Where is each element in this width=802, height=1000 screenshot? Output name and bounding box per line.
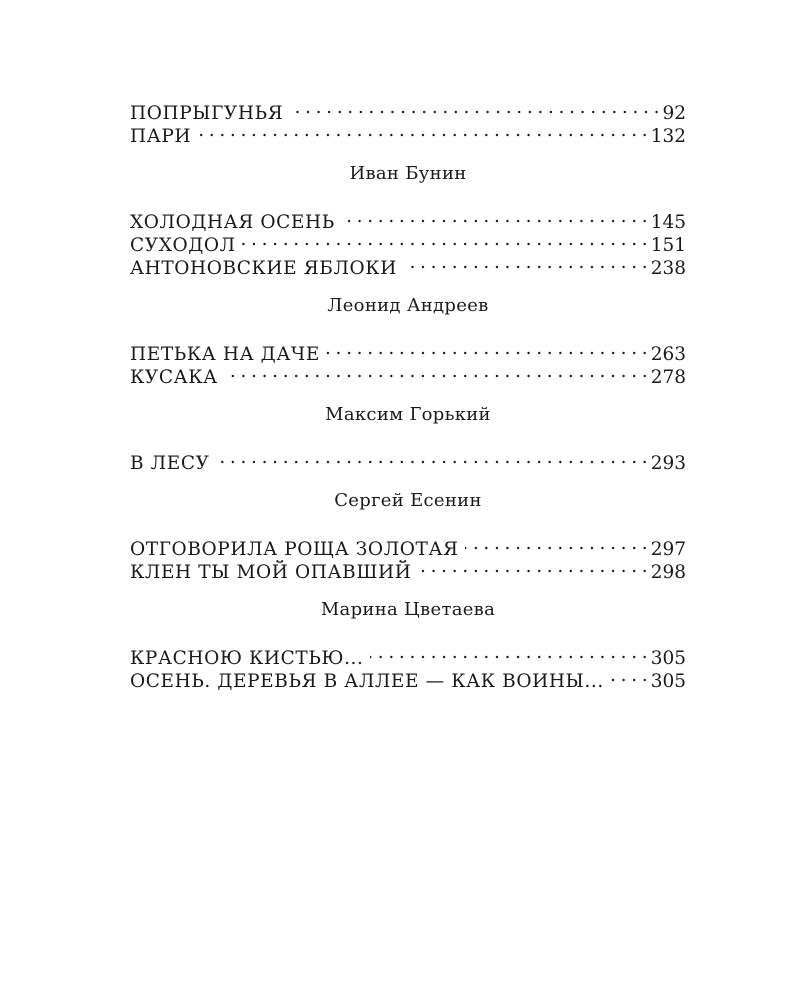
author-heading: Леонид Андреев: [327, 295, 489, 316]
dot-leader: [341, 205, 648, 228]
dot-leader: [403, 251, 648, 274]
toc-entry-title: ОТГОВОРИЛА РОЩА ЗОЛОТАЯ: [130, 539, 459, 560]
toc-entry-title: КУСАКА: [130, 367, 218, 388]
toc-entry-page: 305: [650, 648, 686, 669]
toc-entry-title: КЛЕН ТЫ МОЙ ОПАВШИЙ: [130, 562, 412, 583]
dot-leader: [289, 96, 659, 119]
toc-entry[interactable]: [130, 641, 686, 669]
toc-section: [130, 578, 686, 692]
dot-leader: [326, 337, 648, 360]
toc-entry[interactable]: [130, 119, 686, 147]
toc-section: [130, 274, 686, 388]
toc-entry-page: 145: [650, 212, 686, 233]
toc-entry-title: КРАСНОЮ КИСТЬЮ...: [130, 648, 364, 669]
dot-leader: [216, 446, 648, 469]
toc-entry-title: ПОПРЫГУНЬЯ: [130, 103, 284, 124]
toc-entry-page: 278: [650, 367, 686, 388]
dot-leader: [370, 641, 648, 664]
toc-section: [130, 383, 686, 474]
toc-entry-page: 297: [650, 539, 686, 560]
dot-leader: [242, 228, 648, 251]
toc-entry-title: ХОЛОДНАЯ ОСЕНЬ: [130, 212, 335, 233]
author-heading: Иван Бунин: [349, 163, 467, 184]
toc-entry-page: 92: [662, 103, 686, 124]
toc-entry[interactable]: [130, 96, 686, 124]
dot-leader: [224, 360, 648, 383]
dot-leader: [465, 532, 648, 555]
toc-entry-title: СУХОДОЛ: [130, 235, 236, 256]
toc-section: [130, 142, 686, 279]
author-heading: Максим Горький: [325, 404, 491, 425]
dot-leader: [418, 555, 648, 578]
toc-entry-title: ОСЕНЬ. ДЕРЕВЬЯ В АЛЛЕЕ — КАК ВОИНЫ...: [130, 671, 604, 692]
toc-entry[interactable]: [130, 446, 686, 474]
author-heading: Сергей Есенин: [334, 490, 482, 511]
toc-entry-page: 263: [650, 344, 686, 365]
toc-entry-page: 305: [650, 671, 686, 692]
toc-entry-title: В ЛЕСУ: [130, 453, 210, 474]
toc-entry-page: 298: [650, 562, 686, 583]
toc-entry[interactable]: [130, 337, 686, 365]
toc-section: [130, 469, 686, 583]
toc-entry-page: 132: [650, 126, 686, 147]
toc-entry-page: 151: [650, 235, 686, 256]
toc-entry-title: АНТОНОВСКИЕ ЯБЛОКИ: [130, 258, 397, 279]
toc-entry[interactable]: [130, 205, 686, 233]
toc-entry-title: ПАРИ: [130, 126, 192, 147]
toc-entry-page: 293: [650, 453, 686, 474]
table-of-contents: [130, 96, 686, 692]
toc-entry[interactable]: [130, 532, 686, 560]
author-heading: Марина Цветаева: [320, 599, 496, 620]
toc-entry-page: 238: [650, 258, 686, 279]
dot-leader: [610, 664, 648, 687]
dot-leader: [197, 119, 648, 142]
toc-entry-title: ПЕТЬКА НА ДАЧЕ: [130, 344, 320, 365]
toc-section: [130, 96, 686, 147]
